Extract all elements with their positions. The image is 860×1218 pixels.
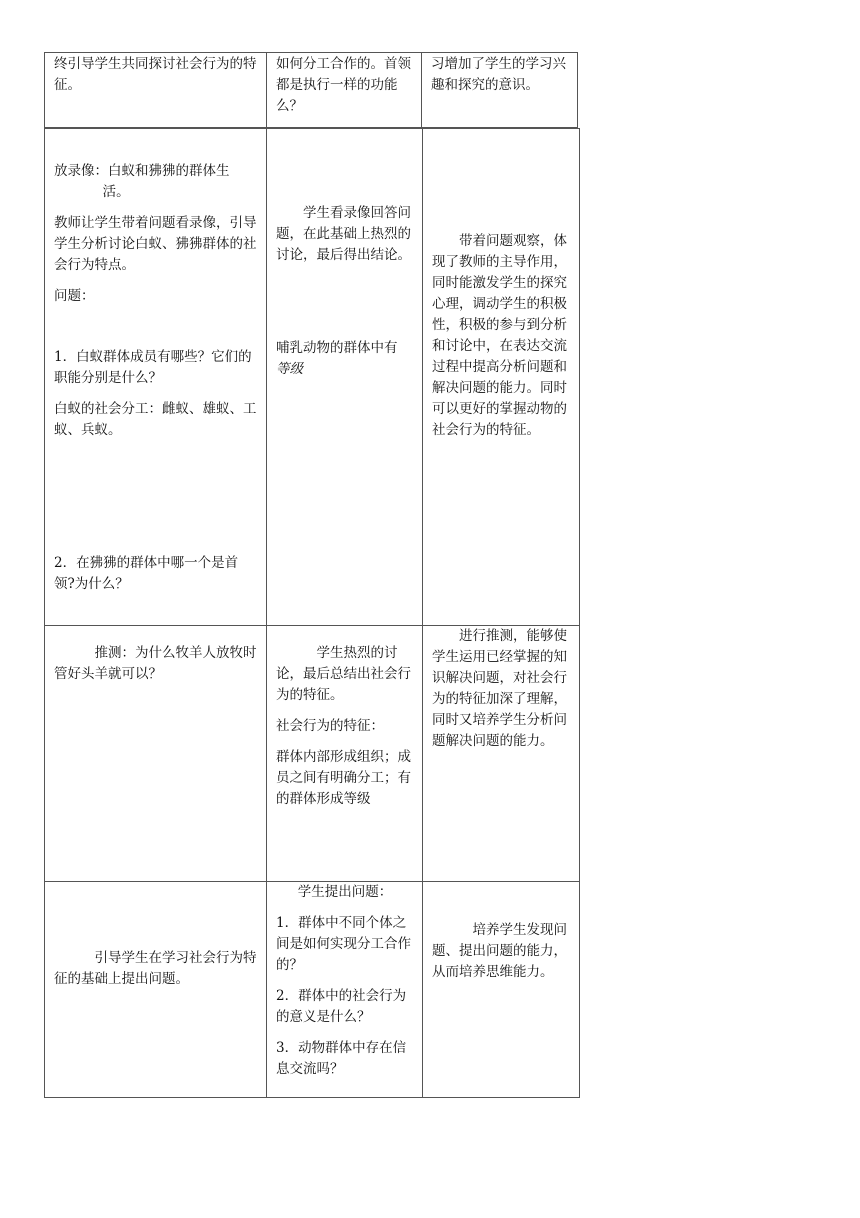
row1-intent-text: 带着问题观察，体现了教师的主导作用，同时能激发学生的探究心理，调动学生的积极性，积极的参与到分析和讨论中，在表达交流过程中提高分析问题和解决问题的能力。同时可以更好的掌握动物的社会行为的特征。 [432,233,567,438]
row1-teacher-answer1: 白蚁的社会分工：雌蚁、雄蚁、工蚁、兵蚁。 [54,401,257,438]
row1-intent-cell [423,129,580,626]
row2-teacher-text: 推测：为什么牧羊人放牧时管好头羊就可以？ [54,645,257,682]
row3-student-question2: 2．群体中的社会行为的意义是什么？ [276,988,407,1025]
row1-teacher-cell [45,129,267,626]
row1-teacher-question-heading: 问题： [54,288,95,304]
row3-student-question1: 1．群体中不同个体之间是如何实现分工合作的？ [276,915,411,973]
top-cell-student [267,53,422,128]
row1-teacher-line1: 放录像：白蚁和狒狒的群体生 [54,163,230,179]
row2-student-features: 群体内部形成组织；成员之间有明确分工；有的群体形成等级 [276,749,411,807]
top-cell-intent [422,53,578,128]
row2-student-text: 学生热烈的讨论，最后总结出社会行为的特征。 [276,645,411,703]
row1-student-conclusion-italic: 等级 [276,361,303,377]
row3-intent-text: 培养学生发现问题、提出问题的能力，从而培养思维能力。 [432,922,567,980]
top-cell-teacher [45,53,267,128]
table-row [45,129,580,626]
table-top-continuation [44,52,578,128]
row1-student-conclusion-prefix: 哺乳动物的群体中有 [276,340,398,356]
row1-teacher-instruction: 教师让学生带着问题看录像，引导学生分析讨论白蚁、狒狒群体的社会行为特点。 [54,215,257,273]
row1-student-cell [267,129,423,626]
row1-teacher-question1: 1．白蚁群体成员有哪些？它们的职能分别是什么？ [54,349,252,386]
row1-student-conclusion [276,338,414,380]
table-row [45,882,580,1098]
table-row [45,626,580,882]
row2-student-cell [267,626,423,882]
row1-student-text: 学生看录像回答问题，在此基础上热烈的讨论，最后得出结论。 [276,205,411,263]
row3-student-heading: 学生提出问题： [297,884,393,900]
row1-teacher-line1-cont: 活。 [102,184,130,200]
row3-teacher-text: 引导学生在学习社会行为特征的基础上提出问题。 [54,950,257,987]
row3-student-question3: 3．动物群体中存在信息交流吗？ [276,1040,407,1077]
lesson-table [44,128,580,1098]
top-student-text: 如何分工合作的。首领都是执行一样的功能么？ [276,56,411,114]
row3-student-cell [267,882,423,1098]
top-teacher-text: 终引导学生共同探讨社会行为的特征。 [54,56,257,93]
top-intent-text: 习增加了学生的学习兴趣和探究的意识。 [431,56,566,93]
row1-teacher-question2: 2．在狒狒的群体中哪一个是首领?为什么？ [54,555,239,592]
row2-teacher-cell [45,626,267,882]
row3-intent-cell [423,882,580,1098]
row2-intent-text: 进行推测，能够使学生运用已经掌握的知识解决问题，对社会行为的特征加深了理解，同时又培养学生分析问题解决问题的能力。 [432,628,567,749]
row2-student-heading: 社会行为的特征： [276,718,384,734]
row2-intent-cell [423,626,580,882]
row3-teacher-cell [45,882,267,1098]
